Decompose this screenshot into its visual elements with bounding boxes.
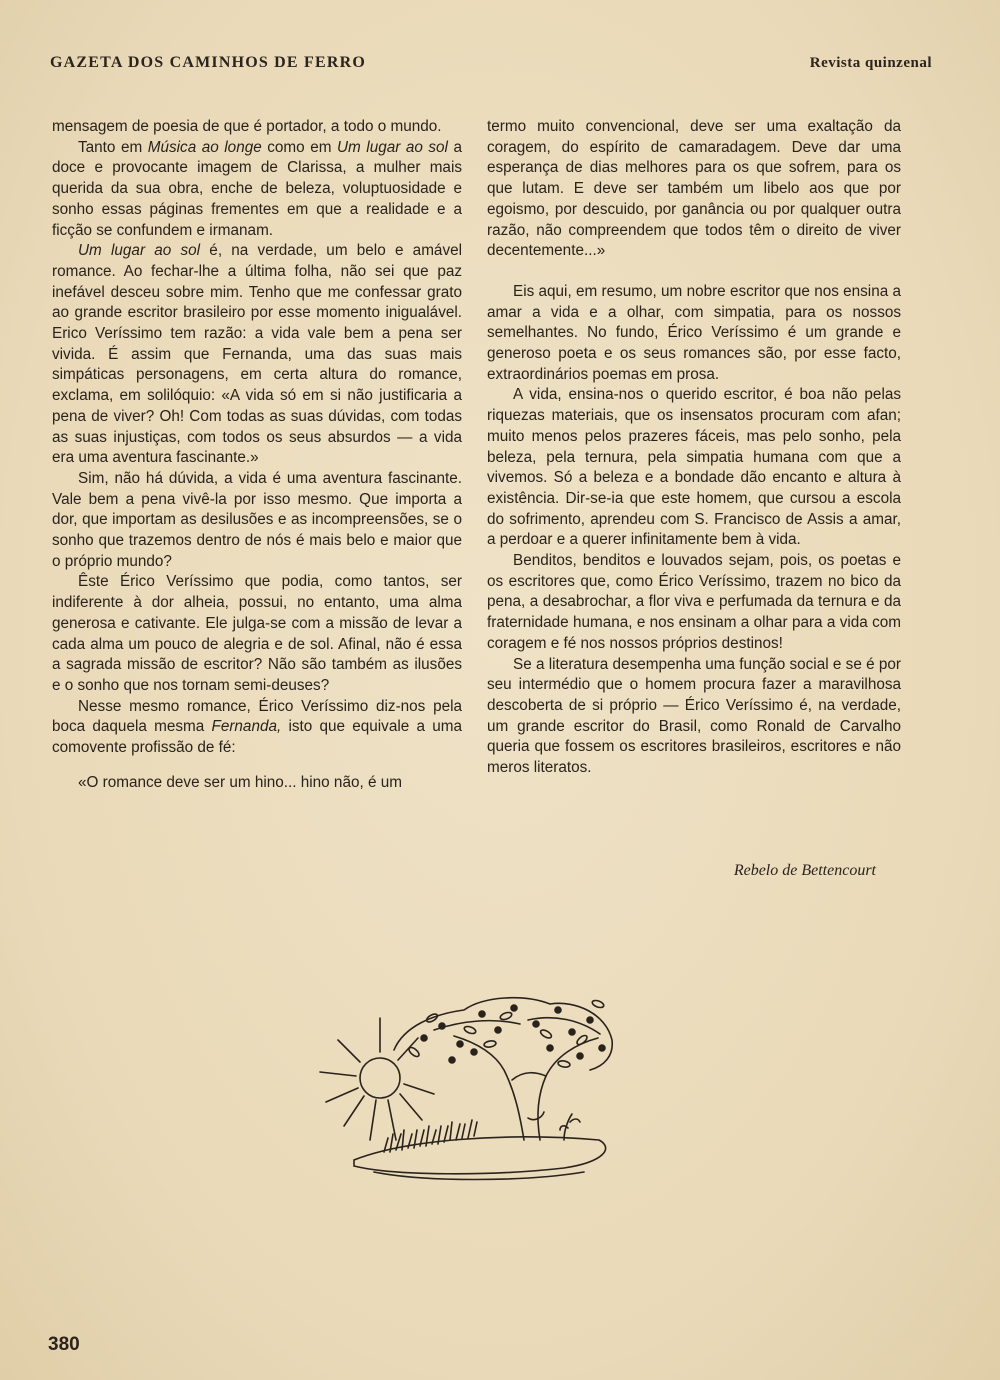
paragraph [52, 697, 462, 759]
text-run: a doce e provocante imagem de Clarissa, a mulher mais querida da sua obra, enche de beleza, voluptuosidade e sonho essas páginas frementes em que a realidade e a ficção se confundem e irmanam. [52, 138, 463, 239]
publication-title: GAZETA DOS CAMINHOS DE FERRO [50, 54, 367, 71]
text-run: Nesse mesmo romance, Érico Veríssimo diz-nos pela boca daquela mesma [52, 697, 462, 736]
text-run: isto que equivale a uma comovente profissão de fé: [52, 718, 462, 757]
book-title: Um lugar ao sol [78, 242, 201, 260]
text-run: é, na verdade, um belo e amável romance. Ao fechar-lhe a última folha, não sei que paz inefável desceu sobre mim. Tenho que me confessar grato ao grande escritor brasileiro por esse momento inigualável. Erico Veríssimo tem razão: a vida vale bem a pena ser vivida. É assim que Fernanda, uma das suas mais simpáticas personagens, em certa altura do romance, exclama, em solilóquio: «A vida só em si não justificaria a pena de viver? Oh! Com todas as suas dúvidas, com todas as suas injustiças, com todos os seus absurdos — a vida era uma aventura fascinante.» [52, 242, 462, 467]
running-header [50, 54, 932, 72]
sun-and-tree-vignette-icon [314, 990, 614, 1190]
paragraph: mensagem de poesia de que é portador, a todo o mundo. [52, 118, 442, 135]
paragraph: A vida, ensina-nos o querido escritor, é boa não pelas riquezas materiais, que os insensatos procuram com afan; muito menos pelos prazeres fáceis, mas pelo sonho, pela beleza, pela ternura, pela simpatia humana com que a vivemos. Só a beleza e a bondade dão encanto e altura à existência. Dir-se-ia que este homem, que cursou a escola do sofrimento, aprendeu com S. Francisco de Assis a amar, a perdoar e a querer infinitamente bem à vida. [487, 386, 901, 549]
author-signature: Rebelo de Bettencourt [733, 862, 876, 879]
book-title: Um lugar ao sol [336, 138, 448, 156]
page-number: 380 [48, 1334, 80, 1355]
text-run: Tanto em [78, 138, 148, 156]
text-run: como em [261, 138, 337, 156]
paragraph: Sim, não há dúvida, a vida é uma aventura fascinante. Vale bem a pena vivê-la por isso mesmo. Que importa a dor, que importam as desilusões e as incompreensões, se o sonho que trazemos dentro de nós é mais belo e maior que o próprio mundo? [52, 469, 462, 570]
paragraph: Êste Érico Veríssimo que podia, como tantos, ser indiferente à dor alheia, possui, no entanto, uma alma generosa e cativante. Ele julga-se com a missão de levar a cada alma um pouco de alegria e de sol. Afinal, não é essa a sagrada missão de escritor? Não são também as ilusões e o sonho que nos tornam semi-deuses? [52, 573, 462, 694]
paragraph [52, 138, 462, 242]
paragraph [52, 241, 462, 469]
publication-subtitle: Revista quinzenal [809, 55, 932, 71]
paragraph: Benditos, benditos e louvados sejam, pois, os poetas e os escritores que, como Érico Veríssimo, trazem no bico da pena, a desabrochar, a flor viva e perfumada da ternura e da fraternidade humana, e nos ensinam a olhar para a vida com coragem e fé nos nossos próprios destinos! [487, 552, 901, 652]
book-title: Música ao longe [147, 138, 262, 156]
character-name: Fernanda, [211, 718, 282, 736]
paragraph: Eis aqui, em resumo, um nobre escritor que nos ensina a amar a vida e a olhar, com simpatia, para os nossos semelhantes. No fundo, Érico Veríssimo é um grande e generoso poeta e os seus romances são, por esse facto, extraordinários poemas em prosa. [487, 282, 901, 383]
quote-paragraph: «O romance deve ser um hino... hino não, é um [78, 773, 402, 791]
left-column [52, 117, 462, 794]
right-column [487, 117, 901, 779]
paragraph: Se a literatura desempenha uma função social e se é por seu intermédio que o homem procura fazer a maravilhosa descoberta de si próprio — Érico Veríssimo é, na verdade, um grande escritor do Brasil, como Ronald de Carvalho queria que fossem os escritores brasileiros, escritores e não meros literatos. [487, 655, 901, 777]
quote-continuation: termo muito convencional, deve ser uma exaltação da coragem, do espírito de camaradagem. Deve dar uma esperança de dias melhores para os que sofrem, para os que lutam. E deve ser também um libelo aos que por egoismo, por descuido, por ganância ou por qualquer outra razão, não compreendem que todos têm o direito de viver decentemente...» [487, 118, 901, 260]
